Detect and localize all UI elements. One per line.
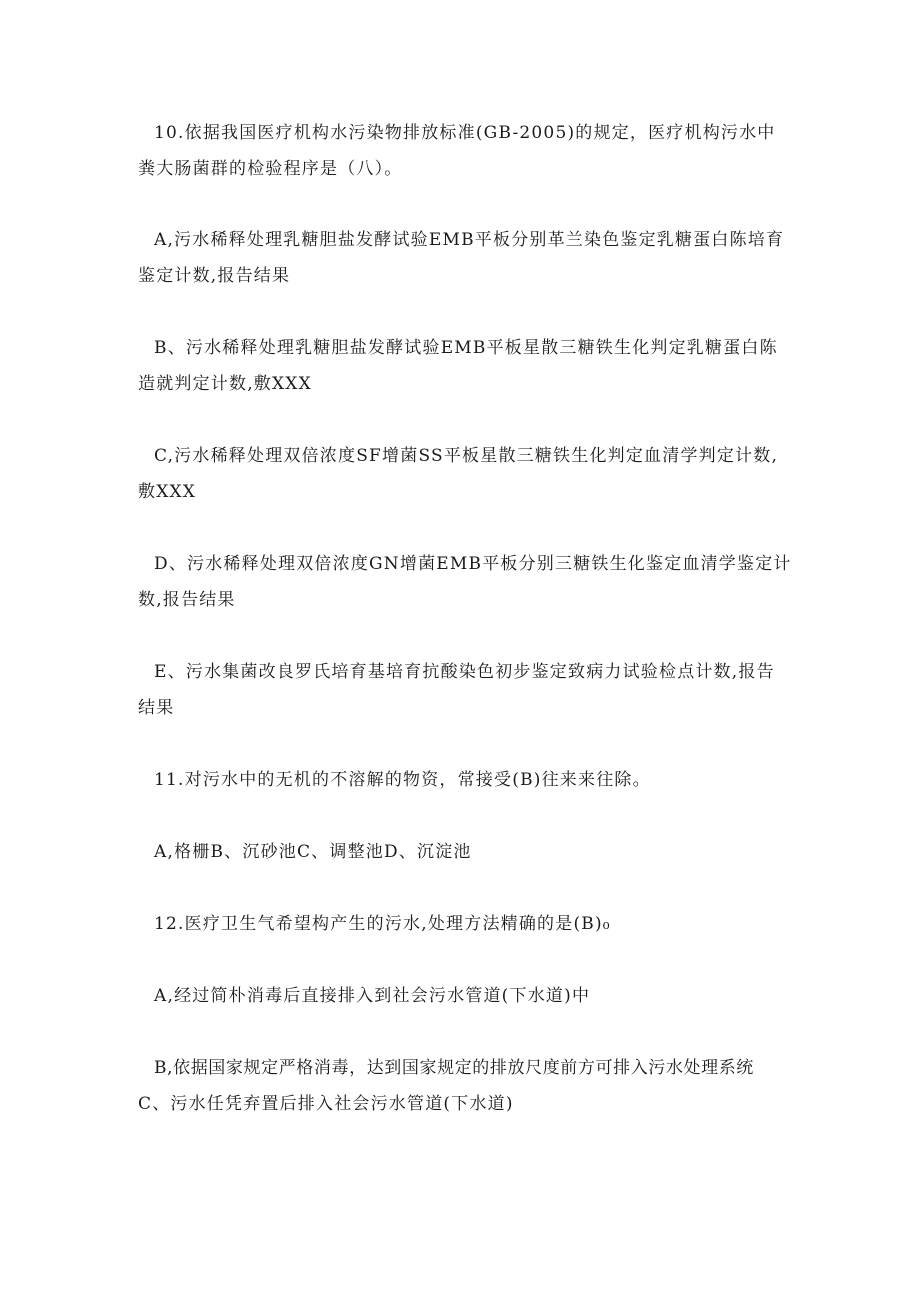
question-12-option-c-line: C、污水任凭弃置后排入社会污水管道(下水道) — [138, 1094, 514, 1114]
question-10-stem-line-2: 粪大肠菌群的检验程序是（八）。 — [138, 159, 403, 179]
question-10-option-a-line-2: 鉴定计数,报告结果 — [138, 266, 291, 286]
question-10-option-c-line-1: C,污水稀释处理双倍浓度SF增菌SS平板星散三糖铁生化判定血清学判定计数, — [154, 446, 779, 466]
question-11-stem — [138, 762, 788, 798]
question-10-option-a — [138, 222, 788, 294]
question-10-option-b-line-2: 造就判定计数,敷XXX — [138, 374, 312, 394]
question-10-option-d-line-2: 数,报告结果 — [138, 590, 236, 610]
question-10-option-e-line-2: 结果 — [138, 698, 175, 718]
question-12-stem-line: 12.医疗卫生气希望构产生的污水,处理方法精确的是(B)₀ — [154, 914, 611, 934]
question-10-option-b-line-1: B、污水稀释处理乳糖胆盐发酵试验EMB平板星散三糖铁生化判定乳糖蛋白陈 — [154, 338, 778, 358]
question-12-option-a — [138, 978, 788, 1014]
question-10-option-b — [138, 330, 788, 402]
question-12-stem — [138, 906, 788, 942]
question-10-option-c-line-2: 敷XXX — [138, 482, 197, 502]
question-10-option-e — [138, 654, 788, 726]
question-11-options — [138, 834, 788, 870]
question-10-option-d-line-1: D、污水稀释处理双倍浓度GN增菌EMB平板分别三糖铁生化鉴定血清学鉴定计 — [154, 554, 792, 574]
question-11-stem-line: 11.对污水中的无机的不溶解的物资，常接受(B)往来来往除。 — [154, 770, 651, 790]
question-10-option-d — [138, 546, 792, 618]
question-12-option-b-line: B,依据国家规定严格消毒，达到国家规定的排放尺度前方可排入污水处理系统 — [154, 1058, 754, 1078]
question-11-options-line: A,格栅B、沉砂池C、调整池D、沉淀池 — [154, 842, 472, 862]
question-12-option-b — [138, 1050, 788, 1122]
question-12-option-a-line: A,经过简朴消毒后直接排入到社会污水管道(下水道)中 — [154, 986, 591, 1006]
question-10-option-c — [138, 438, 788, 510]
question-10-stem-line-1: 10.依据我国医疗机构水污染物排放标准(GB-2005)的规定，医疗机构污水中 — [154, 123, 776, 143]
question-10-option-a-line-1: A,污水稀释处理乳糖胆盐发酵试验EMB平板分别革兰染色鉴定乳糖蛋白陈培育 — [154, 230, 785, 250]
question-10-option-e-line-1: E、污水集菌改良罗氏培育基培育抗酸染色初步鉴定致病力试验检点计数,报告 — [154, 662, 775, 682]
question-10-stem — [138, 115, 788, 187]
